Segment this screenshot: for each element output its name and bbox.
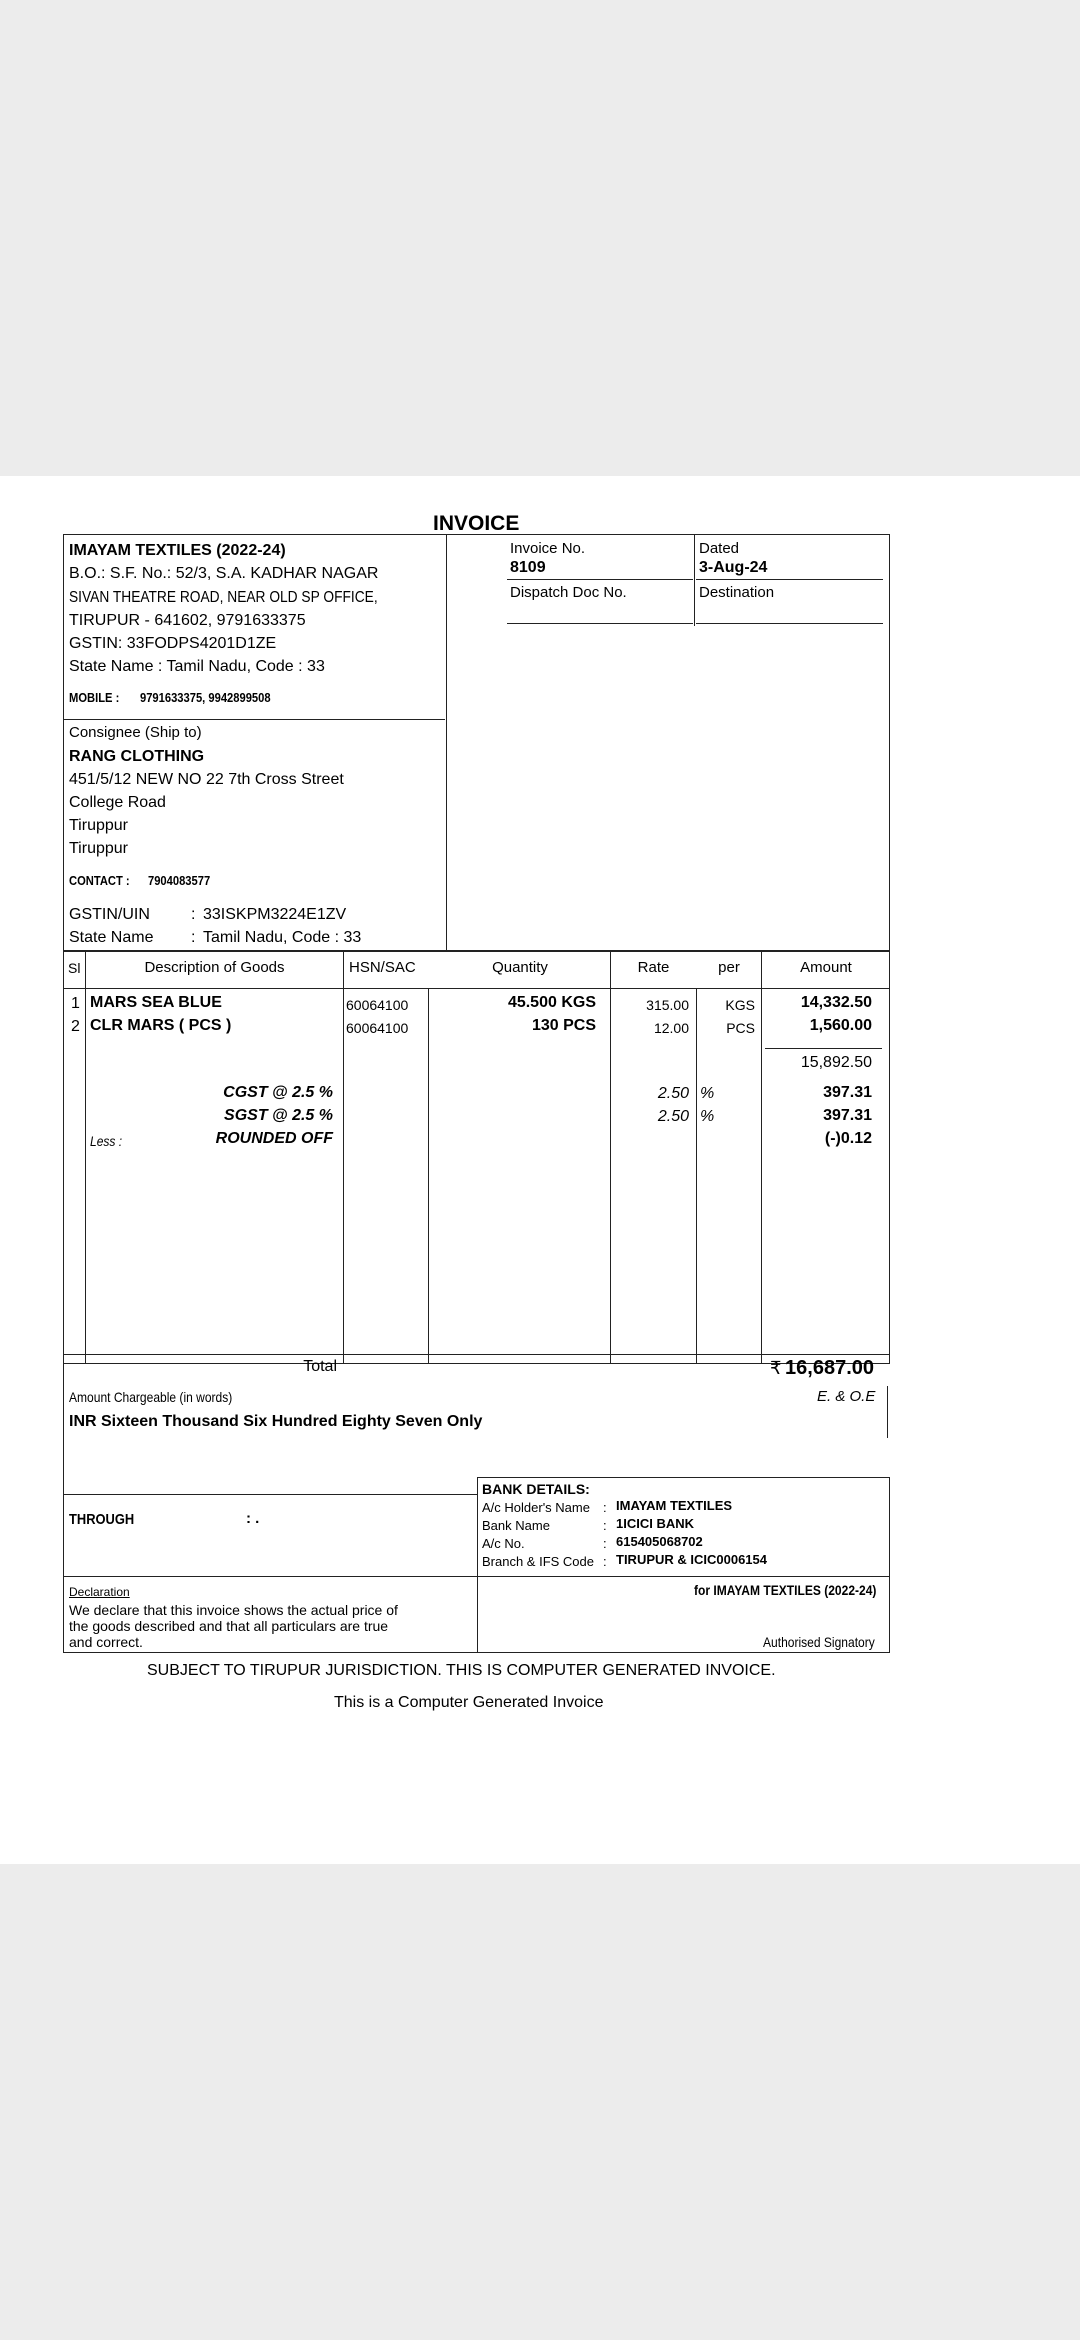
consignee-address-line: College Road — [69, 794, 166, 811]
dated-label: Dated — [699, 540, 740, 557]
item-description: MARS SEA BLUE — [90, 994, 222, 1011]
bank-row-value: 615405068702 — [616, 1534, 703, 1549]
col-line — [761, 950, 762, 1364]
item-hsn: 60064100 — [346, 997, 409, 1013]
rounding-amount: (-)0.12 — [824, 1130, 872, 1147]
bank-top-line — [477, 1477, 890, 1478]
seller-address-line: SIVAN THEATRE ROAD, NEAR OLD SP OFFICE, — [69, 589, 378, 606]
jurisdiction-note: SUBJECT TO TIRUPUR JURISDICTION. THIS IS COMPUTER GENERATED INVOICE. — [147, 1662, 776, 1679]
invoice-title: INVOICE — [433, 512, 520, 535]
item-sl: 1 — [71, 995, 80, 1012]
tax-per: % — [700, 1085, 715, 1102]
bottom-line — [63, 1652, 890, 1653]
signatory-for: for IMAYAM TEXTILES (2022-24) — [694, 1582, 877, 1598]
col-header-amount: Amount — [800, 959, 852, 976]
header-divider — [446, 534, 447, 952]
col-line — [85, 950, 86, 1364]
tax-label: CGST @ 2.5 % — [223, 1084, 333, 1101]
consignee-address-line: Tiruppur — [69, 840, 128, 857]
declaration-line — [63, 1576, 890, 1577]
computer-generated-note: This is a Computer Generated Invoice — [334, 1694, 604, 1711]
declaration-heading: Declaration — [69, 1585, 130, 1599]
item-amount: 14,332.50 — [800, 994, 872, 1011]
item-description: CLR MARS ( PCS ) — [90, 1017, 232, 1034]
authorised-signatory: Authorised Signatory — [763, 1634, 875, 1650]
invoice-no-label: Invoice No. — [510, 540, 586, 557]
items-table — [63, 950, 890, 1364]
bank-left-line — [477, 1477, 478, 1653]
tax-amount: 397.31 — [823, 1107, 872, 1124]
meta-line — [696, 579, 883, 580]
invoice-no: 8109 — [510, 559, 546, 576]
bank-row-label: A/c Holder's Name — [482, 1500, 590, 1515]
meta-divider — [694, 534, 695, 626]
item-rate: 12.00 — [653, 1020, 689, 1036]
seller-gstin: GSTIN: 33FODPS4201D1ZE — [69, 635, 277, 652]
bank-row-value: TIRUPUR & ICIC0006154 — [616, 1552, 767, 1567]
amount-in-words: INR Sixteen Thousand Six Hundred Eighty Seven Only — [69, 1413, 483, 1430]
item-per: KGS — [725, 997, 755, 1013]
seller-consignee-divider — [64, 719, 445, 720]
col-line — [696, 988, 697, 1364]
bank-row-sep: : — [603, 1554, 607, 1569]
declaration-line: We declare that this invoice shows the actual price of — [69, 1602, 398, 1618]
col-header-description: Description of Goods — [144, 959, 285, 976]
tax-amount: 397.31 — [823, 1084, 872, 1101]
declaration-line: and correct. — [69, 1634, 143, 1650]
bank-row-label: Branch & IFS Code — [482, 1554, 594, 1569]
bank-row-label: Bank Name — [482, 1518, 550, 1533]
words-right — [887, 1386, 888, 1438]
dated-value: 3-Aug-24 — [699, 559, 768, 576]
consignee-state-label: State Name — [69, 929, 154, 946]
total-amount: 16,687.00 — [785, 1357, 874, 1379]
bank-row-sep: : — [603, 1536, 607, 1551]
consignee-gstin: 33ISKPM3224E1ZV — [203, 906, 347, 923]
declaration-line: the goods described and that all particulars are true — [69, 1618, 389, 1634]
meta-line — [507, 579, 693, 580]
consignee-heading: Consignee (Ship to) — [69, 724, 202, 741]
col-header-sl: Sl — [68, 960, 81, 976]
tax-rate: 2.50 — [657, 1108, 689, 1125]
bank-heading: BANK DETAILS: — [482, 1481, 590, 1497]
subtotal-rule — [765, 1048, 882, 1049]
destination-label: Destination — [699, 584, 775, 601]
consignee-address-line: Tiruppur — [69, 817, 128, 834]
bank-row-label: A/c No. — [482, 1536, 525, 1551]
seller-mobile-label: MOBILE : — [69, 690, 120, 705]
seller-state: State Name : Tamil Nadu, Code : 33 — [69, 658, 325, 675]
bank-row-value: IMAYAM TEXTILES — [616, 1498, 733, 1513]
col-line — [428, 988, 429, 1364]
item-rate: 315.00 — [646, 997, 689, 1013]
through-value: : . — [246, 1510, 260, 1527]
meta-line — [507, 623, 693, 624]
consignee-gstin-sep: : — [191, 906, 196, 923]
eoe-label: E. & O.E — [817, 1388, 876, 1405]
item-amount: 1,560.00 — [809, 1017, 872, 1034]
col-header-per: per — [718, 959, 740, 976]
dispatch-doc-label: Dispatch Doc No. — [510, 584, 627, 601]
item-sl: 2 — [71, 1018, 80, 1035]
consignee-address-line: 451/5/12 NEW NO 22 7th Cross Street — [69, 771, 344, 788]
col-header-quantity: Quantity — [492, 959, 548, 976]
item-per: PCS — [726, 1020, 755, 1036]
total-label: Total — [303, 1358, 337, 1375]
col-line — [343, 950, 344, 1364]
through-line — [63, 1494, 477, 1495]
consignee-state-sep: : — [191, 929, 196, 946]
consignee-contact: 7904083577 — [148, 873, 211, 888]
item-hsn: 60064100 — [346, 1020, 409, 1036]
item-quantity: 45.500 KGS — [507, 994, 596, 1011]
item-quantity: 130 PCS — [531, 1017, 596, 1034]
seller-mobile: 9791633375, 9942899508 — [140, 690, 271, 705]
rounding-label: ROUNDED OFF — [215, 1130, 333, 1147]
consignee-gstin-label: GSTIN/UIN — [69, 906, 150, 923]
bank-right-line — [889, 1477, 890, 1653]
amount-words-label: Amount Chargeable (in words) — [69, 1389, 233, 1405]
items-header-line — [63, 988, 890, 989]
tax-per: % — [700, 1108, 715, 1125]
seller-name: IMAYAM TEXTILES (2022-24) — [69, 542, 286, 559]
through-label: THROUGH — [69, 1511, 135, 1528]
rupee-icon: ₹ — [770, 1358, 782, 1378]
seller-address-line: TIRUPUR - 641602, 9791633375 — [69, 612, 306, 629]
frame-left — [63, 1540, 64, 1653]
consignee-state: Tamil Nadu, Code : 33 — [203, 929, 362, 946]
rounding-prefix: Less : — [90, 1133, 123, 1149]
tax-rate: 2.50 — [657, 1085, 689, 1102]
bank-row-sep: : — [603, 1518, 607, 1533]
consignee-contact-label: CONTACT : — [69, 873, 130, 888]
col-header-rate: Rate — [637, 959, 670, 976]
seller-address-line: B.O.: S.F. No.: 52/3, S.A. KADHAR NAGAR — [69, 565, 379, 582]
tax-label: SGST @ 2.5 % — [224, 1107, 333, 1124]
subtotal-amount: 15,892.50 — [800, 1054, 872, 1071]
frame-left — [63, 1362, 64, 1540]
col-header-hsn: HSN/SAC — [349, 959, 416, 976]
bank-row-value: 1ICICI BANK — [616, 1516, 695, 1531]
bank-row-sep: : — [603, 1500, 607, 1515]
invoice-page — [0, 476, 1080, 1864]
total-row-line — [63, 1354, 890, 1355]
consignee-name: RANG CLOTHING — [69, 748, 205, 765]
meta-line — [696, 623, 883, 624]
